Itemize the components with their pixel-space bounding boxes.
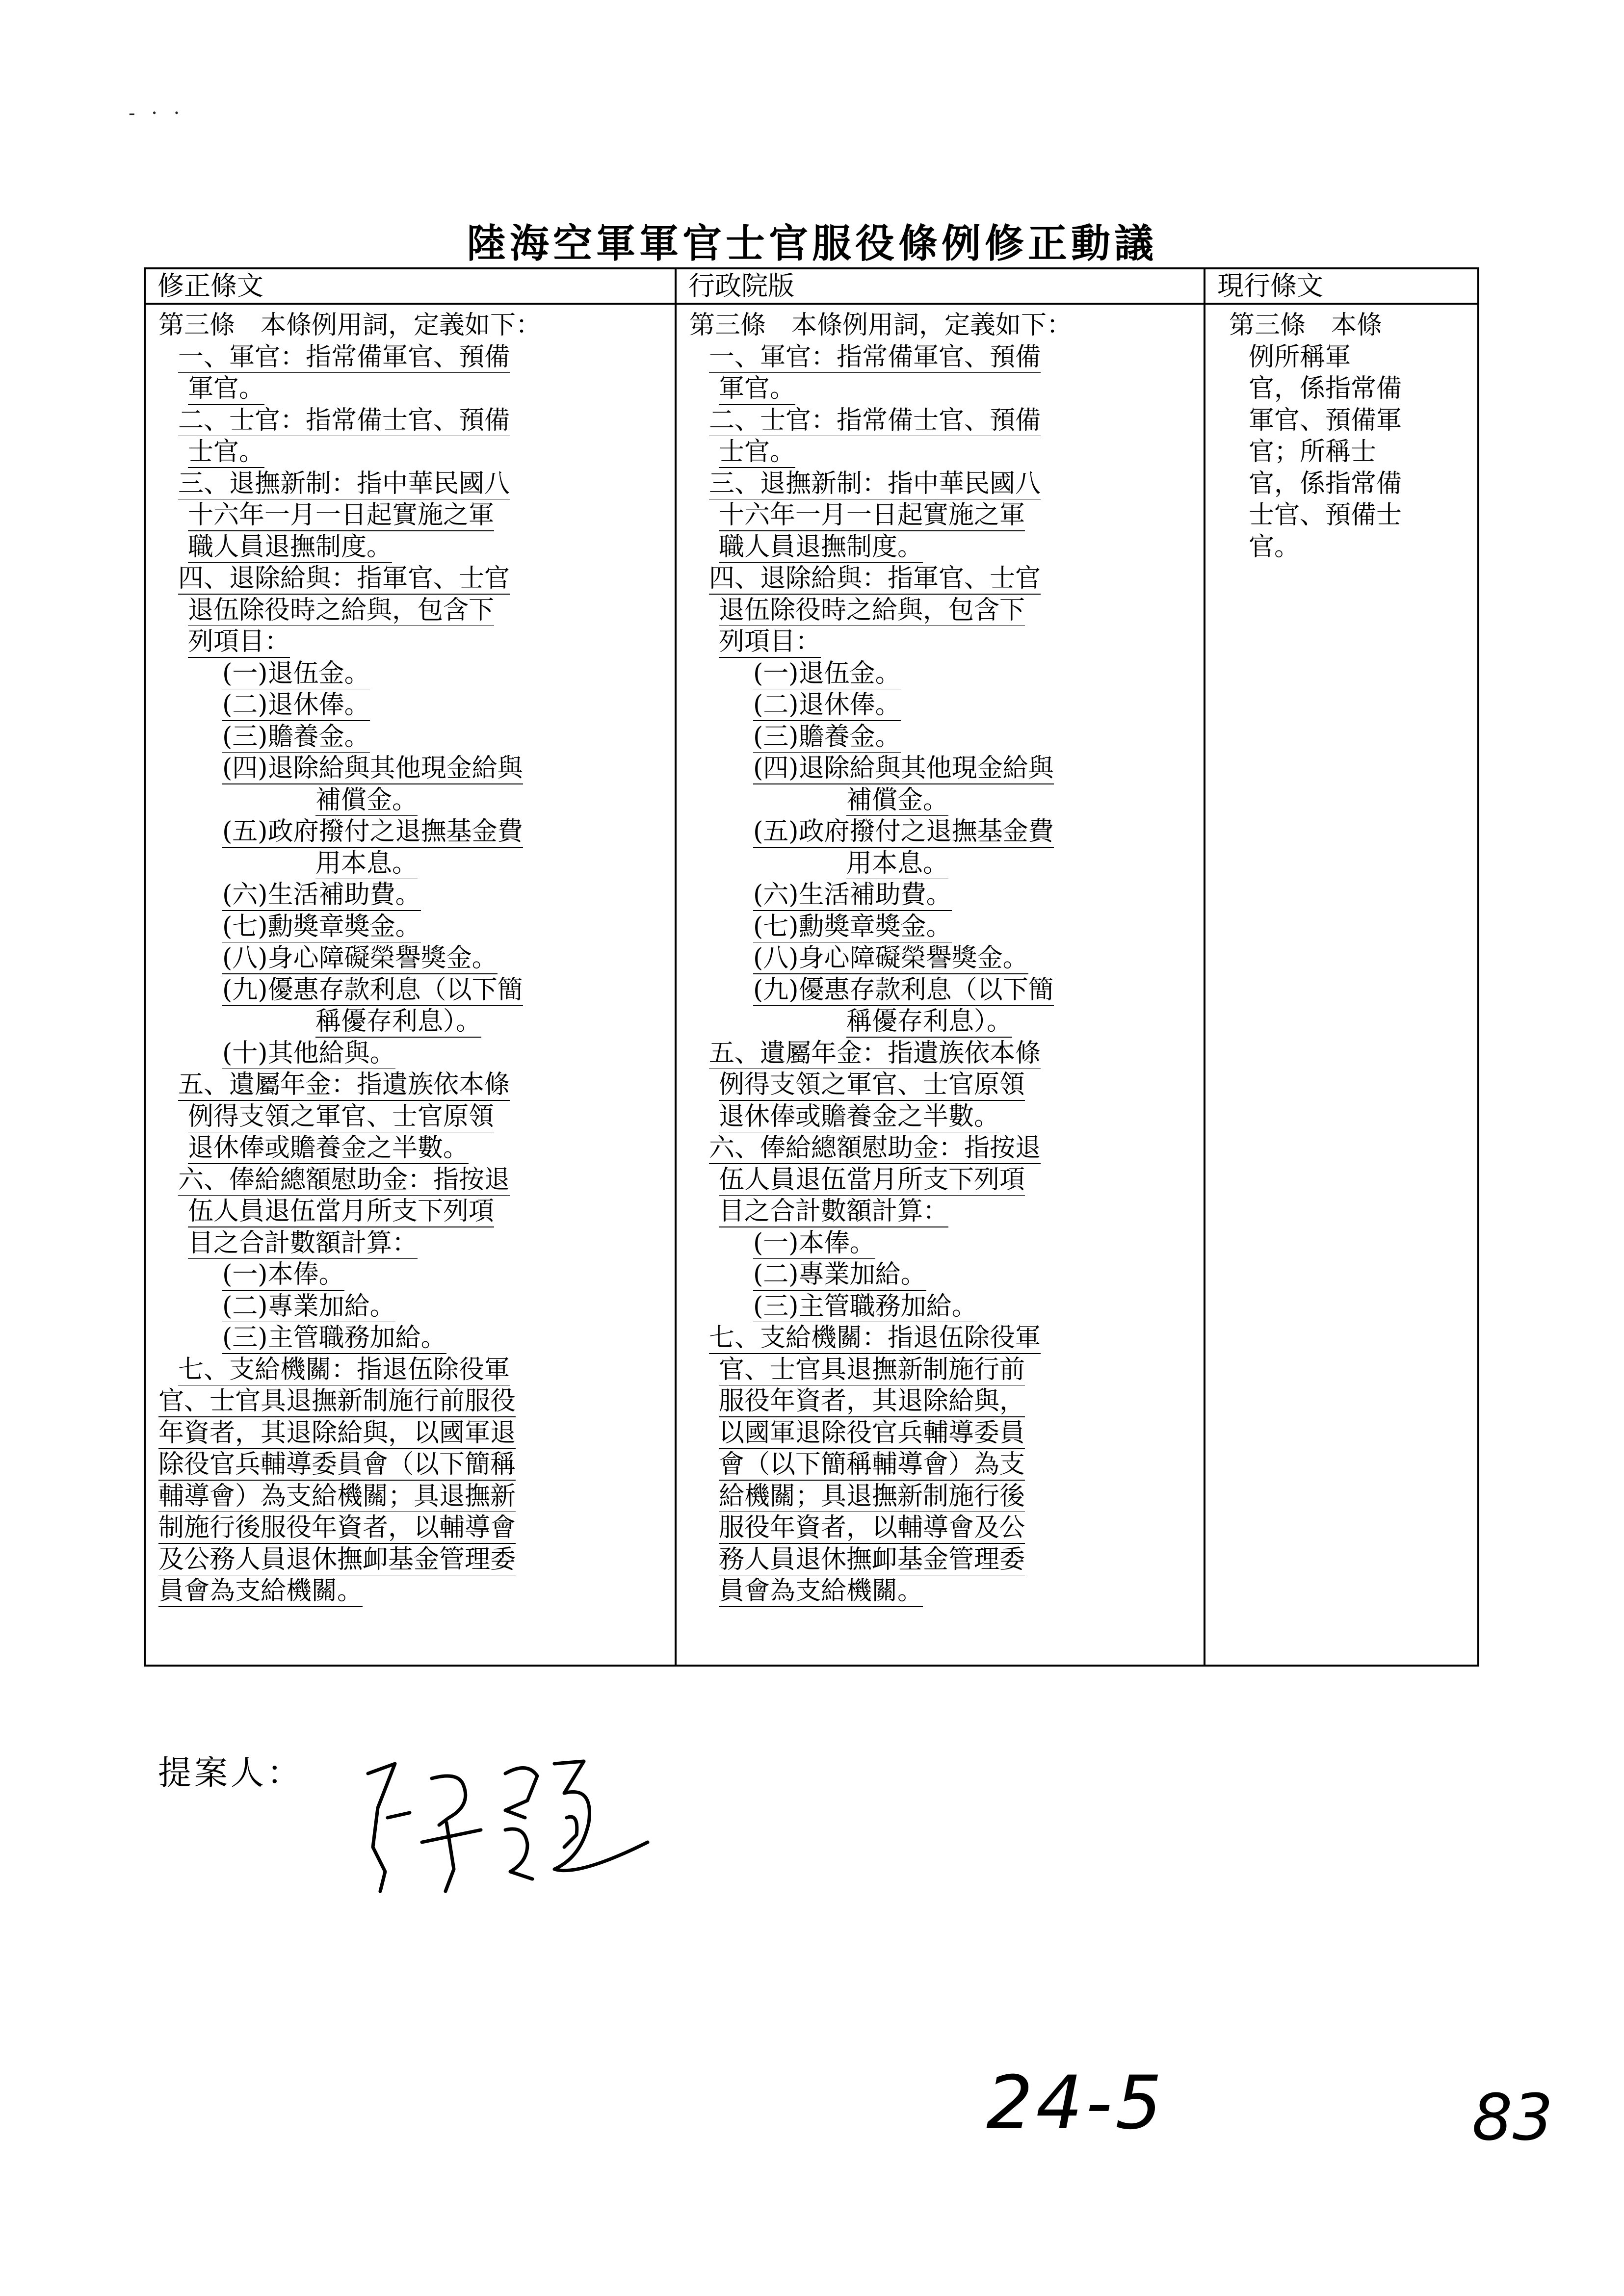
text-line xyxy=(689,1417,1194,1449)
text-line-content: 及公務人員退休撫卹基金管理委 xyxy=(158,1545,516,1576)
text-line-content: 以國軍退除役官兵輔導委員 xyxy=(719,1418,1025,1449)
text-line-content: 一、軍官：指常備軍官、預備 xyxy=(709,342,1041,373)
text-line-content: 四、退除給與：指軍官、士官 xyxy=(709,564,1041,595)
text-line-content: 輔導會）為支給機關；具退撫新 xyxy=(158,1482,516,1513)
text-line xyxy=(158,1449,665,1481)
text-line xyxy=(158,310,665,341)
text-line xyxy=(158,626,665,658)
text-line xyxy=(158,721,665,753)
text-line xyxy=(158,531,665,563)
text-line xyxy=(158,1512,665,1544)
text-line xyxy=(689,1259,1194,1291)
text-line xyxy=(158,1481,665,1513)
text-line-content: (七)勳獎章獎金。 xyxy=(222,912,421,943)
text-line-content: (十)其他給與。 xyxy=(222,1039,395,1070)
text-line xyxy=(689,1544,1194,1576)
text-line xyxy=(1229,310,1472,341)
text-line xyxy=(689,753,1194,784)
text-line xyxy=(158,1291,665,1323)
text-line-content: 服役年資者，其退除給與， xyxy=(719,1386,1025,1417)
text-line-content: 目之合計數額計算： xyxy=(188,1228,418,1259)
scan-mark: - · · xyxy=(129,102,185,125)
text-line xyxy=(689,1291,1194,1323)
text-line-content: (一)本俸。 xyxy=(222,1260,344,1291)
text-line-content: 退休俸或贍養金之半數。 xyxy=(188,1133,469,1164)
text-line-content: 士官、預備士 xyxy=(1249,500,1402,530)
text-line xyxy=(689,1038,1194,1070)
text-line xyxy=(689,658,1194,690)
text-line-content: 退伍除役時之給與，包含下 xyxy=(188,596,494,626)
text-line-content: 職人員退撫制度。 xyxy=(719,532,923,563)
text-line xyxy=(158,1227,665,1259)
text-line xyxy=(1229,373,1472,405)
text-line xyxy=(689,721,1194,753)
text-line xyxy=(158,1575,665,1607)
text-line-content: (四)退除給與其他現金給與 xyxy=(753,754,1054,784)
text-line-content: (三)贍養金。 xyxy=(222,722,370,753)
text-line xyxy=(689,1575,1194,1607)
text-line-content: 官；所稱士 xyxy=(1249,437,1377,467)
text-line xyxy=(689,626,1194,658)
text-line-content: 列項目： xyxy=(188,627,290,658)
text-line xyxy=(689,1512,1194,1544)
text-line xyxy=(158,341,665,373)
text-line-content: 服役年資者，以輔導會及公 xyxy=(719,1513,1025,1544)
text-line xyxy=(689,1449,1194,1481)
text-line-content: (六)生活補助費。 xyxy=(222,880,421,911)
text-line-content: 第三條 本條例用詞，定義如下： xyxy=(158,311,542,340)
text-line xyxy=(689,468,1194,500)
text-line-content: 士官。 xyxy=(719,437,795,468)
text-line xyxy=(158,974,665,1006)
text-line xyxy=(689,974,1194,1006)
text-line-content: 員會為支給機關。 xyxy=(158,1576,363,1607)
text-line xyxy=(158,563,665,595)
text-line-content: (八)身心障礙榮譽獎金。 xyxy=(222,943,498,974)
text-line-content: 官，係指常備 xyxy=(1249,469,1402,498)
text-line xyxy=(158,1322,665,1354)
text-line-content: 會（以下簡稱輔導會）為支 xyxy=(719,1450,1025,1481)
text-line-content: 伍人員退伍當月所支下列項 xyxy=(188,1197,494,1227)
text-line xyxy=(689,942,1194,974)
text-line-content: (三)主管職務加給。 xyxy=(222,1323,446,1354)
text-line-content: (一)退伍金。 xyxy=(753,659,901,690)
text-line xyxy=(1229,436,1472,468)
text-line xyxy=(689,1227,1194,1259)
text-line-content: 例所稱軍 xyxy=(1249,342,1351,372)
text-line xyxy=(689,1354,1194,1386)
text-line-content: 用本息。 xyxy=(846,849,948,880)
column-header-amendment: 修正條文 xyxy=(145,268,676,304)
text-line-content: 官，係指常備 xyxy=(1249,374,1402,403)
text-line-content: 例得支領之軍官、士官原領 xyxy=(188,1102,494,1133)
text-line xyxy=(689,1481,1194,1513)
text-line xyxy=(689,310,1194,341)
text-line xyxy=(158,1038,665,1070)
text-line xyxy=(689,816,1194,848)
text-line-content: 六、俸給總額慰助金：指按退 xyxy=(178,1165,510,1196)
text-line-content: 七、支給機關：指退伍除役軍 xyxy=(709,1323,1041,1354)
text-line-content: 四、退除給與：指軍官、士官 xyxy=(178,564,510,595)
text-line xyxy=(689,1101,1194,1133)
text-line-content: 二、士官：指常備士官、預備 xyxy=(178,406,510,437)
text-line xyxy=(1229,468,1472,500)
text-line-content: 一、軍官：指常備軍官、預備 xyxy=(178,342,510,373)
text-line-content: 給機關；具退撫新制施行後 xyxy=(719,1482,1025,1513)
text-line-content: 稱優存利息）。 xyxy=(315,1007,481,1038)
text-line-content: (九)優惠存款利息（以下簡 xyxy=(222,975,523,1006)
text-line xyxy=(158,595,665,626)
text-line-content: 補償金。 xyxy=(315,785,418,816)
text-line xyxy=(158,1354,665,1386)
text-line-content: (七)勳獎章獎金。 xyxy=(753,912,952,943)
handwritten-page-number: 83 xyxy=(1472,2080,1553,2155)
text-line xyxy=(689,499,1194,531)
table-body-row xyxy=(145,304,1478,1666)
text-line xyxy=(158,911,665,943)
text-line-content: 十六年一月一日起實施之軍 xyxy=(188,500,494,531)
text-line xyxy=(689,563,1194,595)
text-line xyxy=(158,436,665,468)
text-line xyxy=(689,341,1194,373)
text-line-content: (八)身心障礙榮譽獎金。 xyxy=(753,943,1028,974)
text-line xyxy=(689,595,1194,626)
text-line xyxy=(158,1101,665,1133)
text-line xyxy=(689,848,1194,880)
text-line-content: (五)政府撥付之退撫基金費 xyxy=(222,817,523,848)
text-line-content: 軍官。 xyxy=(188,374,264,405)
table-header-row xyxy=(145,268,1478,304)
amendment-text-cell xyxy=(145,304,676,1666)
text-line xyxy=(689,1322,1194,1354)
text-line-content: (二)退休俸。 xyxy=(753,690,901,721)
text-line xyxy=(158,753,665,784)
text-line-content: 除役官兵輔導委員會（以下簡稱 xyxy=(158,1450,516,1481)
text-line-content: 官。 xyxy=(1249,532,1300,562)
text-line-content: 目之合計數額計算： xyxy=(719,1197,948,1227)
handwritten-annotation-left: 24-5 xyxy=(986,2061,1165,2146)
text-line-content: 用本息。 xyxy=(315,849,418,880)
text-line xyxy=(689,436,1194,468)
text-line xyxy=(158,1385,665,1417)
text-line-content: (五)政府撥付之退撫基金費 xyxy=(753,817,1054,848)
text-line xyxy=(158,405,665,437)
text-line-content: (二)退休俸。 xyxy=(222,690,370,721)
text-line xyxy=(158,1006,665,1038)
text-line xyxy=(158,816,665,848)
text-line xyxy=(158,468,665,500)
column-header-executive-yuan: 行政院版 xyxy=(676,268,1205,304)
text-line xyxy=(689,879,1194,911)
text-line xyxy=(158,1069,665,1101)
text-line-content: (四)退除給與其他現金給與 xyxy=(222,754,523,784)
text-line xyxy=(689,1132,1194,1164)
text-line xyxy=(158,942,665,974)
text-line xyxy=(158,1196,665,1227)
comparison-table xyxy=(144,267,1479,1667)
text-line-content: 五、遺屬年金：指遺族依本條 xyxy=(709,1039,1041,1070)
text-line-content: (三)主管職務加給。 xyxy=(753,1292,977,1323)
text-line xyxy=(158,1164,665,1196)
text-line-content: 第三條 本條 xyxy=(1229,311,1383,340)
text-line-content: 員會為支給機關。 xyxy=(719,1576,923,1607)
text-line-content: 職人員退撫制度。 xyxy=(188,532,392,563)
text-line xyxy=(689,1069,1194,1101)
text-line-content: 三、退撫新制：指中華民國八 xyxy=(709,469,1041,500)
text-line-content: 三、退撫新制：指中華民國八 xyxy=(178,469,510,500)
handwritten-signature xyxy=(358,1744,662,1896)
text-line-content: 稱優存利息）。 xyxy=(846,1007,1012,1038)
text-line-content: 軍官、預備軍 xyxy=(1249,405,1402,435)
text-line xyxy=(689,373,1194,405)
text-line xyxy=(158,499,665,531)
document-title: 陸海空軍軍官士官服役條例修正動議 xyxy=(467,220,1157,266)
text-line xyxy=(158,1417,665,1449)
text-line-content: (一)退伍金。 xyxy=(222,659,370,690)
text-line-content: 六、俸給總額慰助金：指按退 xyxy=(709,1133,1041,1164)
text-line xyxy=(158,784,665,816)
text-line-content: 例得支領之軍官、士官原領 xyxy=(719,1070,1025,1101)
text-line-content: 退伍除役時之給與，包含下 xyxy=(719,596,1025,626)
text-line-content: 退休俸或贍養金之半數。 xyxy=(719,1102,999,1133)
proposer-label: 提案人： xyxy=(158,1754,304,1793)
text-line-content: 官、士官具退撫新制施行前 xyxy=(719,1355,1025,1386)
text-line-content: 七、支給機關：指退伍除役軍 xyxy=(178,1355,510,1386)
text-line xyxy=(158,1259,665,1291)
text-line-content: 第三條 本條例用詞，定義如下： xyxy=(689,311,1073,340)
text-line xyxy=(1229,531,1472,563)
text-line-content: (二)專業加給。 xyxy=(753,1260,926,1291)
text-line xyxy=(689,689,1194,721)
text-line-content: 二、士官：指常備士官、預備 xyxy=(709,406,1041,437)
text-line-content: 務人員退休撫卹基金管理委 xyxy=(719,1545,1025,1576)
column-header-current: 現行條文 xyxy=(1205,268,1478,304)
text-line xyxy=(158,1132,665,1164)
text-line xyxy=(689,531,1194,563)
current-text-cell xyxy=(1205,304,1478,1666)
text-line-content: (二)專業加給。 xyxy=(222,1292,395,1323)
text-line xyxy=(1229,499,1472,531)
text-line xyxy=(158,658,665,690)
text-line-content: 年資者，其退除給與，以國軍退 xyxy=(158,1418,516,1449)
text-line-content: (三)贍養金。 xyxy=(753,722,901,753)
text-line-content: 補償金。 xyxy=(846,785,948,816)
executive-yuan-text-cell xyxy=(676,304,1205,1666)
text-line-content: 伍人員退伍當月所支下列項 xyxy=(719,1165,1025,1196)
text-line-content: 士官。 xyxy=(188,437,264,468)
text-line xyxy=(158,879,665,911)
text-line xyxy=(689,911,1194,943)
text-line xyxy=(689,1385,1194,1417)
text-line xyxy=(1229,405,1472,437)
text-line xyxy=(689,405,1194,437)
text-line xyxy=(158,689,665,721)
text-line xyxy=(689,1164,1194,1196)
text-line-content: 十六年一月一日起實施之軍 xyxy=(719,500,1025,531)
text-line-content: 官、士官具退撫新制施行前服役 xyxy=(158,1386,516,1417)
text-line-content: 列項目： xyxy=(719,627,821,658)
text-line-content: 軍官。 xyxy=(719,374,795,405)
text-line-content: 制施行後服役年資者，以輔導會 xyxy=(158,1513,516,1544)
text-line xyxy=(158,848,665,880)
text-line-content: 五、遺屬年金：指遺族依本條 xyxy=(178,1070,510,1101)
text-line-content: (九)優惠存款利息（以下簡 xyxy=(753,975,1054,1006)
text-line xyxy=(689,784,1194,816)
text-line xyxy=(689,1196,1194,1227)
text-line xyxy=(1229,341,1472,373)
text-line-content: (六)生活補助費。 xyxy=(753,880,952,911)
text-line xyxy=(158,373,665,405)
text-line xyxy=(158,1544,665,1576)
text-line xyxy=(689,1006,1194,1038)
text-line-content: (一)本俸。 xyxy=(753,1228,875,1259)
